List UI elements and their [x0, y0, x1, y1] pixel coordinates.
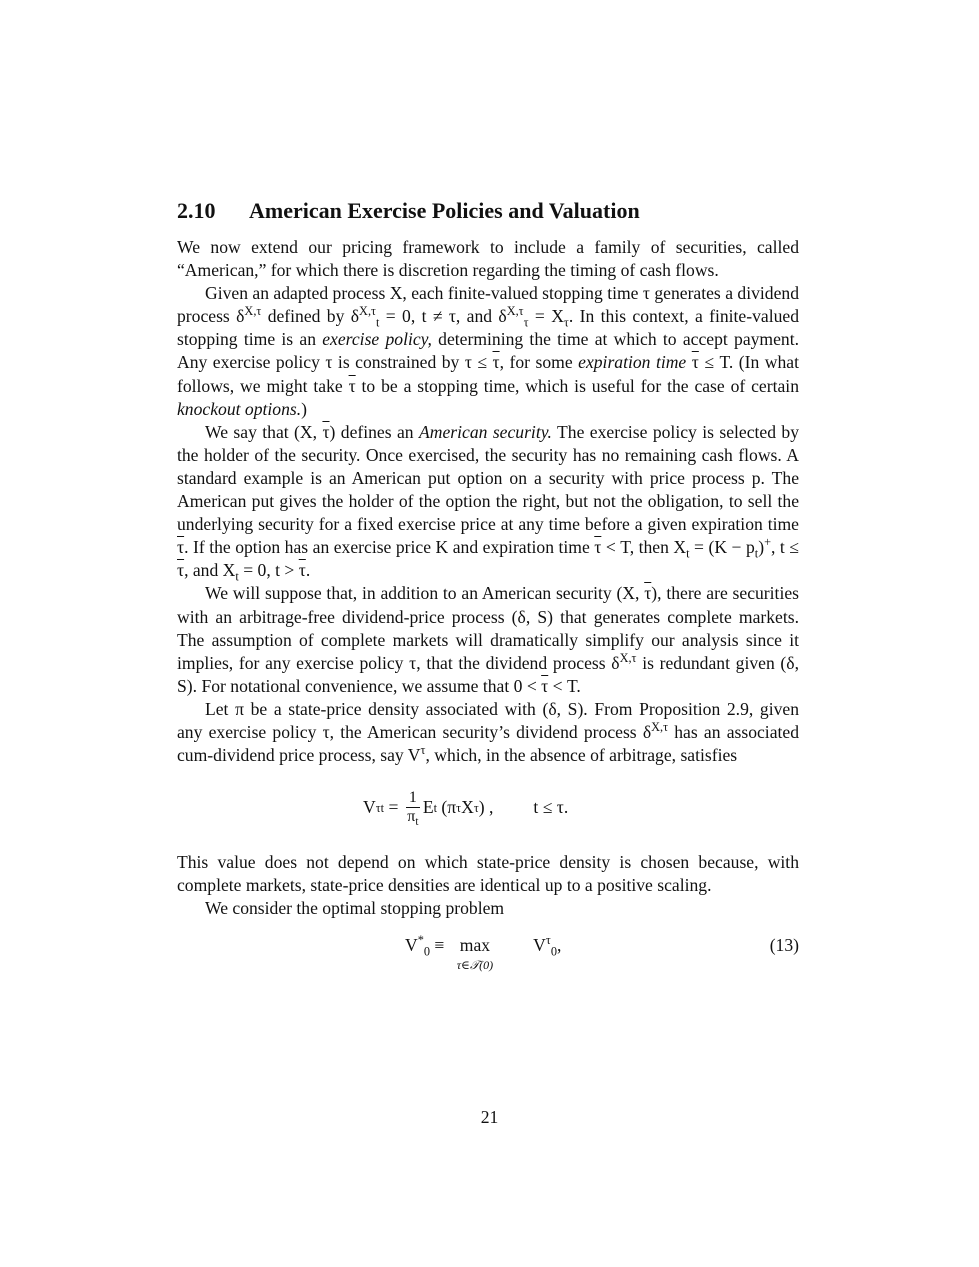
paragraph-2: Given an adapted process X, each finite-valued stopping time τ generates a dividend process $\delta^{X,\tau}$ defined by $\delta^{X,\tau}_t = 0$, t ≠ τ, and $\delta^{X,\tau}_\tau = X_\tau$. In this context, a finite-valued stopping time is an exercise policy, determining the time at which to accept payment. Any exercise policy τ is constrained by $\tau \le \overline{\tau}$, for some expiration time $\overline{\tau} \le T$. (In what follows, we might take $\overline{\tau}$ to be a stopping time, which is useful for the case of certain knockout options.) — [177, 283, 800, 419]
section-number: 2.10 — [177, 198, 216, 223]
max-operator: max τ∈𝒯(0) — [456, 935, 494, 972]
equation-condition: t ≤ τ. — [533, 797, 569, 818]
equation-number: (13) — [769, 935, 799, 956]
term-knockout-options: knockout options. — [177, 398, 302, 419]
term-exercise-policy: exercise policy, — [322, 329, 432, 350]
page-body — [177, 196, 799, 976]
fraction: $\frac{1}{\pi_t}$ — [407, 789, 419, 829]
section-title: American Exercise Policies and Valuation — [249, 198, 640, 223]
paragraph-1: We now extend our pricing framework to include a family of securities, called “American,” for which there is discretion regarding the timing of cash flows. — [177, 237, 799, 281]
paragraph-7: We consider the optimal stopping problem — [205, 898, 505, 919]
equation-optimal-stopping: $V^*_0$ ≡ max τ∈𝒯(0) $V^\tau_0$, (13) — [405, 933, 799, 972]
equation-value-process: V τ t = $\frac{1}{\pi_t}$ E t (π τ X τ ) , t ≤ τ. — [363, 789, 569, 829]
paragraph-6: This value does not depend on which state-price density is chosen because, with complete markets, state-price densities are identical up to a positive scaling. — [177, 852, 799, 896]
paragraph-4: We will suppose that, in addition to an American security (X, $\overline{\tau}$), there are securities with an arbitrage-free dividend-price process (δ, S) that generates complete markets. The assumption of complete markets will dramatically simplify our analysis since it implies, for any exercise policy τ, that the dividend process $\delta^{X,\tau}$ is redundant given (δ, S). For notational convenience, we assume that $0 < \overline{\tau} < T$. — [177, 583, 799, 696]
term-expiration-time: expiration time — [578, 352, 687, 373]
paragraph-3: We say that (X, $\overline{\tau}$) defines an American security. The exercise policy is selected by the holder of the security. Once exercised, the security has no remaining cash flows. A standard example is an American put option on a security with price process p. The American put gives the holder of the option the right, but not the obligation, to sell the underlying security for a fixed exercise price at any time before a given expiration time $\overline{\tau}$. If the option has an exercise price K and expiration time $\overline{\tau} < T$, then $X_t = (K - p_t)^+$, $t \le \overline{\tau}$, and $X_t = 0$, $t > \overline{\tau}$. — [177, 421, 800, 584]
term-american-security: American security. — [419, 421, 552, 442]
paragraph-5: Let π be a state-price density associated with (δ, S). From Proposition 2.9, given any exercise policy τ, the American security’s dividend process $\delta^{X,\tau}$ has an associated cum-dividend price process, say $V^\tau$, which, in the absence of arbitrage, satisfies — [177, 698, 799, 766]
page-number: 21 — [480, 1107, 499, 1127]
section-heading — [177, 196, 799, 226]
